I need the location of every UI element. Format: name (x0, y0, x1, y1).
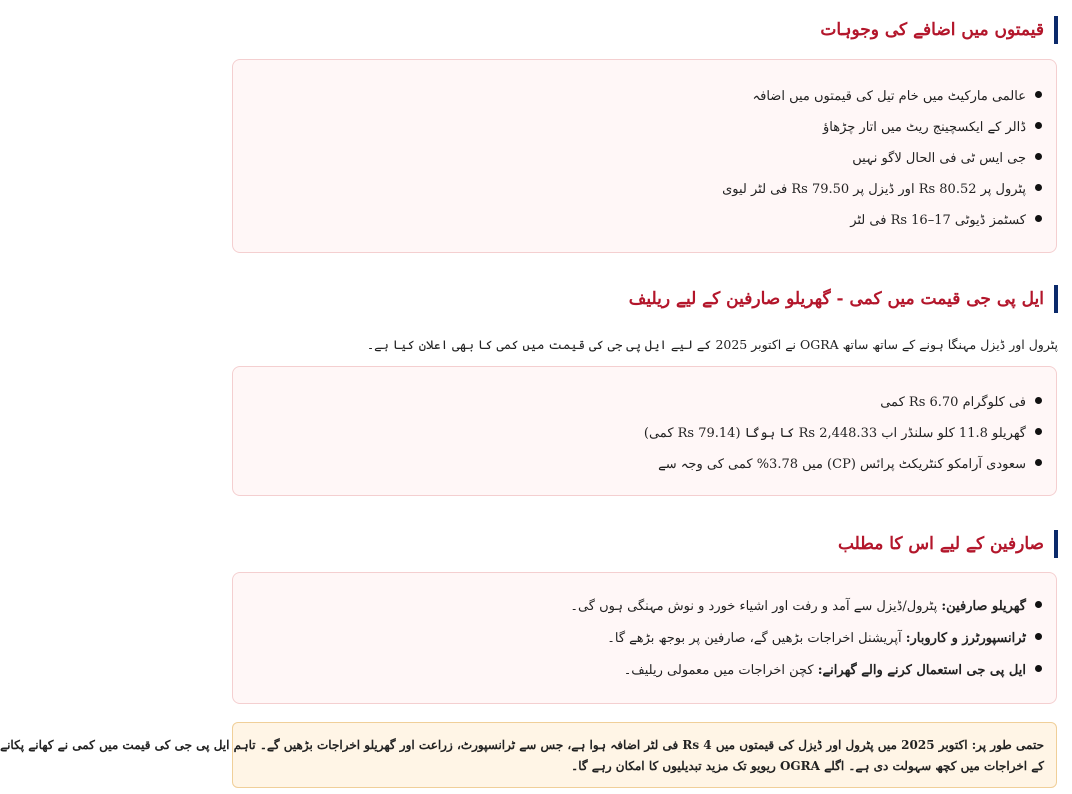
bullet-icon (1035, 633, 1042, 640)
list-item: جی ایس ٹی فی الحال لاگو نہیں (852, 151, 1026, 166)
bullet-icon (1035, 601, 1042, 608)
bullet-icon (1035, 459, 1042, 466)
list-item: گھریلو 11.8 کلو سلنڈر اب Rs 2,448.33 کا ہوگا (Rs 79.14 کمی) (643, 426, 1026, 441)
conclusion-box (0, 722, 1057, 788)
bullet-icon (1035, 665, 1042, 672)
section-heading-lpg-relief: ایل پی جی قیمت میں کمی - گھریلو صارفین کے لیے ریلیف (629, 285, 1058, 313)
list-item: سعودی آرامکو کنٹریکٹ پرائس (CP) میں 3.78% کمی کی وجہ سے (658, 457, 1026, 472)
conclusion-line: کے اخراجات میں کچھ سہولت دی ہے۔ اگلے OGRA ریویو تک مزید تبدیلیوں کا امکان رہے گا۔ (571, 759, 1044, 773)
bullet-icon (1035, 91, 1042, 98)
list-item: کسٹمز ڈیوٹی Rs 16–17 فی لٹر (850, 213, 1026, 228)
list-item: ایل پی جی استعمال کرنے والے گھرانے: کچن اخراجات میں معمولی ریلیف۔ (623, 663, 1026, 678)
section-heading-consumer-impact: صارفین کے لیے اس کا مطلب (838, 530, 1058, 558)
consumer-impact-card (232, 572, 1057, 704)
bullet-icon (1035, 215, 1042, 222)
list-item: فی کلوگرام Rs 6.70 کمی (880, 395, 1026, 410)
conclusion-line: حتمی طور پر: اکتوبر 2025 میں پٹرول اور ڈیزل کی قیمتوں میں Rs 4 فی لٹر اضافہ ہوا ہے، جس سے ٹرانسپورٹ، زراعت اور گھریلو اخراجات بڑھیں گے۔ تاہم ایل پی جی کی قیمت میں کمی نے کھانے پکانے (0, 738, 1044, 752)
section-heading-price-reasons: قیمتوں میں اضافے کی وجوہات (820, 16, 1058, 44)
bullet-icon (1035, 153, 1042, 160)
lpg-relief-card (232, 366, 1057, 496)
bullet-icon (1035, 184, 1042, 191)
list-item: ٹرانسپورٹرز و کاروبار: آپریشنل اخراجات بڑھیں گے، صارفین پر بوجھ بڑھے گا۔ (607, 631, 1026, 646)
bullet-icon (1035, 428, 1042, 435)
price-reasons-card (232, 59, 1057, 253)
list-item: ڈالر کے ایکسچینج ریٹ میں اتار چڑھاؤ (823, 120, 1026, 135)
bullet-icon (1035, 397, 1042, 404)
list-item: عالمی مارکیٹ میں خام تیل کی قیمتوں میں اضافہ (752, 89, 1026, 104)
lpg-intro-text: پٹرول اور ڈیزل مہنگا ہونے کے ساتھ ساتھ OGRA نے اکتوبر 2025 کے لیے ایل پی جی کی قیمت میں کمی کا بھی اعلان کیا ہے۔ (366, 337, 1058, 352)
list-item: گھریلو صارفین: پٹرول/ڈیزل سے آمد و رفت اور اشیاء خورد و نوش مہنگی ہوں گی۔ (570, 599, 1026, 614)
bullet-icon (1035, 122, 1042, 129)
list-item: پٹرول پر Rs 80.52 اور ڈیزل پر Rs 79.50 فی لٹر لیوی (722, 182, 1026, 197)
